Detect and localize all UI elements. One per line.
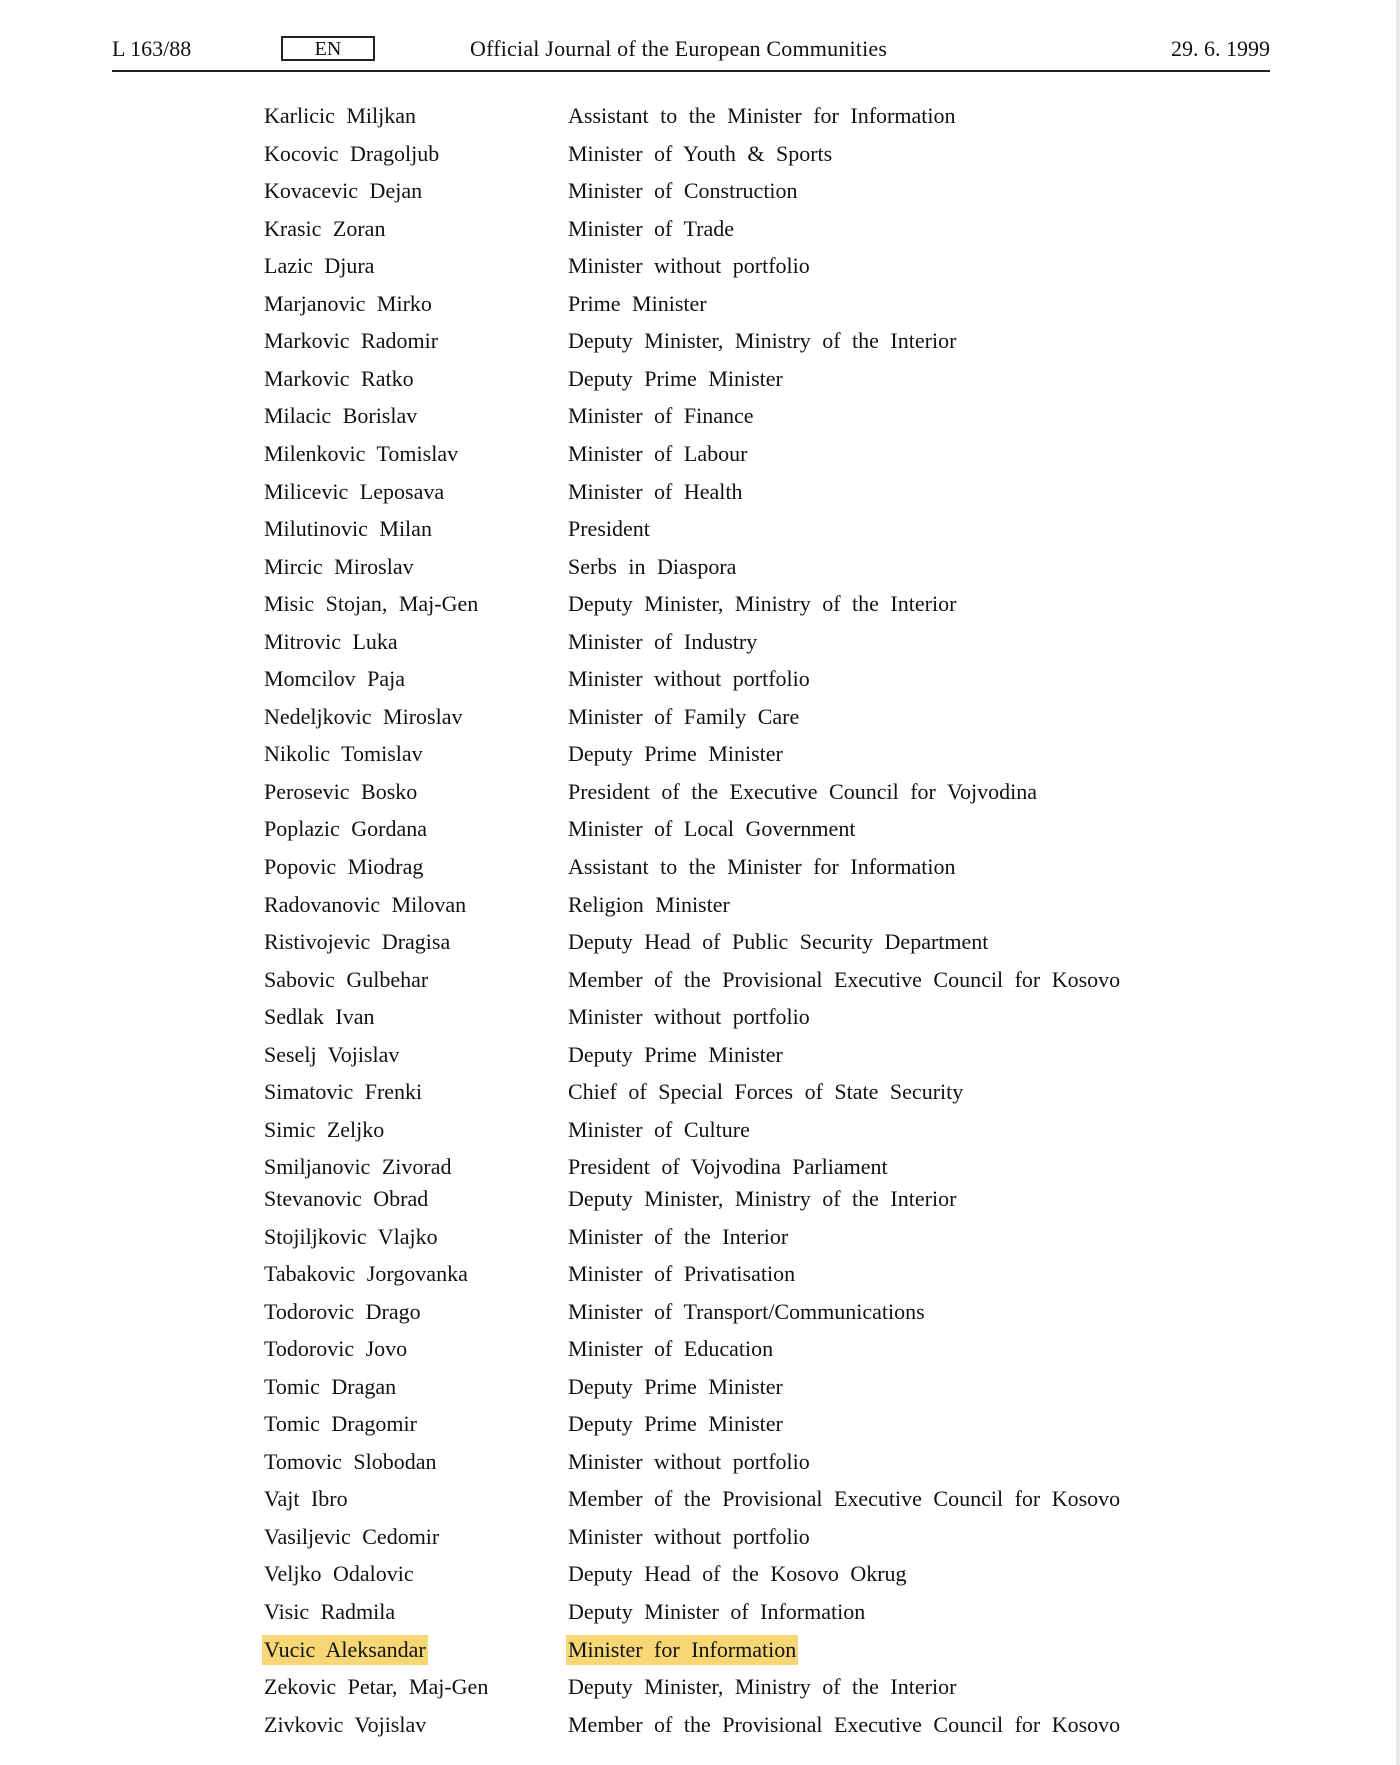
- list-item: [0, 439, 1400, 471]
- person-name: Ristivojevic Dragisa: [264, 929, 451, 954]
- person-name: Momcilov Paja: [264, 666, 406, 691]
- person-role: Deputy Minister, Ministry of the Interior: [568, 1674, 957, 1699]
- person-name: Marjanovic Mirko: [264, 291, 432, 316]
- person-name: Todorovic Jovo: [264, 1336, 408, 1361]
- list-item: [0, 552, 1400, 584]
- list-item: [0, 890, 1400, 922]
- list-item: [0, 401, 1400, 433]
- page-header: [112, 32, 1270, 72]
- language-box: EN: [281, 36, 375, 61]
- person-role: President of the Executive Council for Vojvodina: [568, 779, 1037, 804]
- list-item: [0, 1040, 1400, 1072]
- person-name: Simatovic Frenki: [264, 1079, 423, 1104]
- person-role: Deputy Prime Minister: [568, 741, 783, 766]
- list-item: [0, 814, 1400, 846]
- list-item: [0, 965, 1400, 997]
- person-name: Tabakovic Jorgovanka: [264, 1261, 468, 1286]
- person-role: Minister of Transport/Communications: [568, 1299, 925, 1324]
- person-name: Sedlak Ivan: [264, 1004, 375, 1029]
- person-name: Lazic Djura: [264, 253, 375, 278]
- person-name: Vasiljevic Cedomir: [264, 1524, 440, 1549]
- person-name: Kocovic Dragoljub: [264, 141, 440, 166]
- person-role: Member of the Provisional Executive Council for Kosovo: [568, 1486, 1121, 1511]
- list-item: [0, 214, 1400, 246]
- person-name: Tomic Dragomir: [264, 1411, 417, 1436]
- journal-title: Official Journal of the European Communities: [470, 36, 888, 61]
- person-role: Deputy Prime Minister: [568, 1374, 783, 1399]
- person-role: Minister for Information: [566, 1635, 798, 1665]
- person-role: Minister without portfolio: [568, 1524, 810, 1549]
- person-name: Milacic Borislav: [264, 403, 418, 428]
- person-role: Deputy Minister, Ministry of the Interior: [568, 1186, 957, 1211]
- list-item: [0, 1184, 1400, 1216]
- person-role: Minister of Trade: [568, 216, 734, 241]
- person-name: Poplazic Gordana: [264, 816, 427, 841]
- person-role: Deputy Head of Public Security Department: [568, 929, 989, 954]
- person-name: Markovic Ratko: [264, 366, 414, 391]
- person-role: Deputy Prime Minister: [568, 366, 783, 391]
- list-item: [0, 1334, 1400, 1366]
- person-role: Minister without portfolio: [568, 253, 810, 278]
- person-role: Minister of the Interior: [568, 1224, 789, 1249]
- list-item: [0, 1522, 1400, 1554]
- list-item: [0, 1152, 1400, 1184]
- list-item: [0, 739, 1400, 771]
- person-role: Member of the Provisional Executive Council for Kosovo: [568, 1712, 1121, 1737]
- list-item: [0, 1002, 1400, 1034]
- person-role: Minister of Local Government: [568, 816, 856, 841]
- person-name: Tomic Dragan: [264, 1374, 397, 1399]
- page-reference: L 163/88: [112, 36, 192, 61]
- person-role: Assistant to the Minister for Information: [568, 103, 956, 128]
- person-name: Milenkovic Tomislav: [264, 441, 459, 466]
- person-name: Perosevic Bosko: [264, 779, 418, 804]
- list-item: [0, 251, 1400, 283]
- list-item: [0, 1259, 1400, 1291]
- person-role: Minister of Labour: [568, 441, 748, 466]
- list-item: [0, 1297, 1400, 1329]
- list-item: [0, 1222, 1400, 1254]
- list-item: [0, 176, 1400, 208]
- list-item: [0, 1409, 1400, 1441]
- person-role: Minister without portfolio: [568, 1449, 810, 1474]
- person-name: Smiljanovic Zivorad: [264, 1154, 452, 1179]
- list-item: [0, 627, 1400, 659]
- person-role: President of Vojvodina Parliament: [568, 1154, 888, 1179]
- list-item: [0, 702, 1400, 734]
- person-name: Sabovic Gulbehar: [264, 967, 429, 992]
- person-role: Chief of Special Forces of State Security: [568, 1079, 964, 1104]
- person-name: Visic Radmila: [264, 1599, 396, 1624]
- list-item: [0, 777, 1400, 809]
- list-item: [0, 1447, 1400, 1479]
- list-item: [0, 514, 1400, 546]
- list-item: [0, 289, 1400, 321]
- person-role: Minister of Finance: [568, 403, 754, 428]
- person-name: Zekovic Petar, Maj-Gen: [264, 1674, 489, 1699]
- person-name: Vucic Aleksandar: [262, 1635, 428, 1665]
- person-role: Deputy Prime Minister: [568, 1042, 783, 1067]
- person-role: President: [568, 516, 650, 541]
- person-role: Minister of Health: [568, 479, 743, 504]
- person-name: Milicevic Leposava: [264, 479, 445, 504]
- list-item: [0, 664, 1400, 696]
- person-name: Mitrovic Luka: [264, 629, 398, 654]
- list-item: [0, 1484, 1400, 1516]
- person-name: Zivkovic Vojislav: [264, 1712, 427, 1737]
- person-role: Deputy Minister, Ministry of the Interior: [568, 591, 957, 616]
- person-role: Deputy Prime Minister: [568, 1411, 783, 1436]
- person-role: Minister without portfolio: [568, 1004, 810, 1029]
- list-item: [0, 477, 1400, 509]
- publication-date: 29. 6. 1999: [1171, 36, 1270, 61]
- person-name: Karlicic Miljkan: [264, 103, 417, 128]
- list-item-highlighted: [0, 1635, 1400, 1667]
- list-item: [0, 1597, 1400, 1629]
- person-role: Minister of Youth & Sports: [568, 141, 833, 166]
- person-role: Minister without portfolio: [568, 666, 810, 691]
- list-item: [0, 326, 1400, 358]
- person-role: Minister of Education: [568, 1336, 774, 1361]
- page-edge-shadow: [1396, 0, 1400, 1765]
- person-name: Milutinovic Milan: [264, 516, 432, 541]
- person-name: Markovic Radomir: [264, 328, 439, 353]
- person-role: Member of the Provisional Executive Council for Kosovo: [568, 967, 1121, 992]
- person-name: Nedeljkovic Miroslav: [264, 704, 463, 729]
- person-role: Assistant to the Minister for Information: [568, 854, 956, 879]
- person-name: Simic Zeljko: [264, 1117, 385, 1142]
- person-role: Minister of Family Care: [568, 704, 800, 729]
- person-role: Minister of Culture: [568, 1117, 750, 1142]
- person-name: Veljko Odalovic: [264, 1561, 414, 1586]
- person-name: Vajt Ibro: [264, 1486, 348, 1511]
- person-role: Deputy Head of the Kosovo Okrug: [568, 1561, 907, 1586]
- person-role: Religion Minister: [568, 892, 730, 917]
- person-name: Nikolic Tomislav: [264, 741, 423, 766]
- list-item: [0, 589, 1400, 621]
- person-name: Kovacevic Dejan: [264, 178, 423, 203]
- person-name: Seselj Vojislav: [264, 1042, 400, 1067]
- person-role: Deputy Minister, Ministry of the Interior: [568, 328, 957, 353]
- person-name: Tomovic Slobodan: [264, 1449, 437, 1474]
- list-item: [0, 1077, 1400, 1109]
- person-role: Serbs in Diaspora: [568, 554, 737, 579]
- person-role: Prime Minister: [568, 291, 707, 316]
- list-item: [0, 1672, 1400, 1704]
- list-item: [0, 1372, 1400, 1404]
- person-name: Stojiljkovic Vlajko: [264, 1224, 438, 1249]
- list-item: [0, 852, 1400, 884]
- person-name: Stevanovic Obrad: [264, 1186, 429, 1211]
- person-role: Deputy Minister of Information: [568, 1599, 866, 1624]
- list-item: [0, 927, 1400, 959]
- list-item: [0, 1710, 1400, 1742]
- person-name: Popovic Miodrag: [264, 854, 424, 879]
- person-role: Minister of Industry: [568, 629, 758, 654]
- person-name: Misic Stojan, Maj-Gen: [264, 591, 479, 616]
- list-item: [0, 139, 1400, 171]
- list-item: [0, 1115, 1400, 1147]
- list-item: [0, 364, 1400, 396]
- person-role: Minister of Construction: [568, 178, 798, 203]
- person-name: Krasic Zoran: [264, 216, 386, 241]
- person-role: Minister of Privatisation: [568, 1261, 796, 1286]
- person-name: Todorovic Drago: [264, 1299, 421, 1324]
- person-name: Mircic Miroslav: [264, 554, 414, 579]
- list-item: [0, 101, 1400, 133]
- person-name: Radovanovic Milovan: [264, 892, 467, 917]
- list-item: [0, 1559, 1400, 1591]
